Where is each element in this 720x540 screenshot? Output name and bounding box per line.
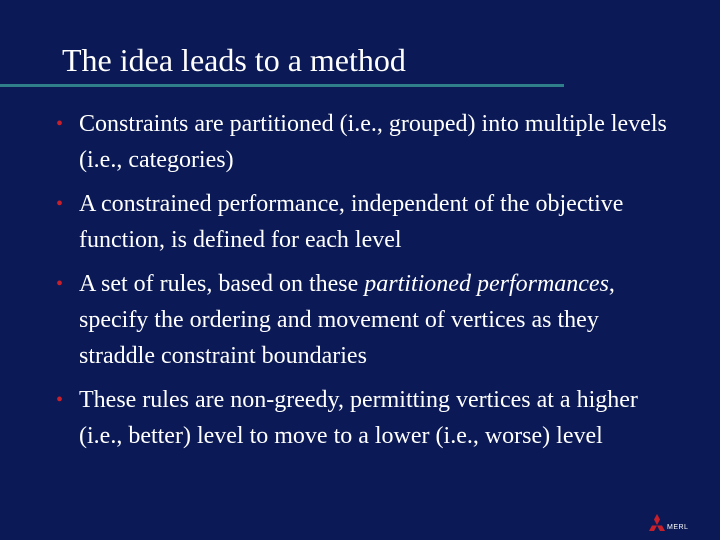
bullet-emphasis: partitioned performances xyxy=(364,271,609,297)
bullet-item xyxy=(56,106,676,178)
bullet-item xyxy=(56,186,676,258)
slide-title: The idea leads to a method xyxy=(62,42,406,78)
bullet-marker: • xyxy=(56,193,64,215)
bullet-item xyxy=(56,382,676,454)
bullet-text: A set of rules, based on these xyxy=(79,271,365,297)
bullet-text: Constraints are partitioned (i.e., grouped) into multiple levels (i.e., categories) xyxy=(79,111,667,173)
bullet-marker: • xyxy=(56,273,64,295)
bullet-text-continued: , specify the ordering and movement of vertices as they straddle constraint boundaries xyxy=(79,271,615,369)
bullet-list xyxy=(56,106,676,462)
bullet-text: A constrained performance, independent of the objective function, is defined for each level xyxy=(79,191,624,253)
merl-logo-text: MERL xyxy=(667,524,689,531)
bullet-marker: • xyxy=(56,389,64,411)
bullet-marker: • xyxy=(56,113,64,135)
title-underline xyxy=(0,84,564,87)
bullet-item xyxy=(56,266,676,374)
bullet-text: These rules are non-greedy, permitting vertices at a higher (i.e., better) level to move to a lower (i.e., worse) level xyxy=(79,387,638,449)
